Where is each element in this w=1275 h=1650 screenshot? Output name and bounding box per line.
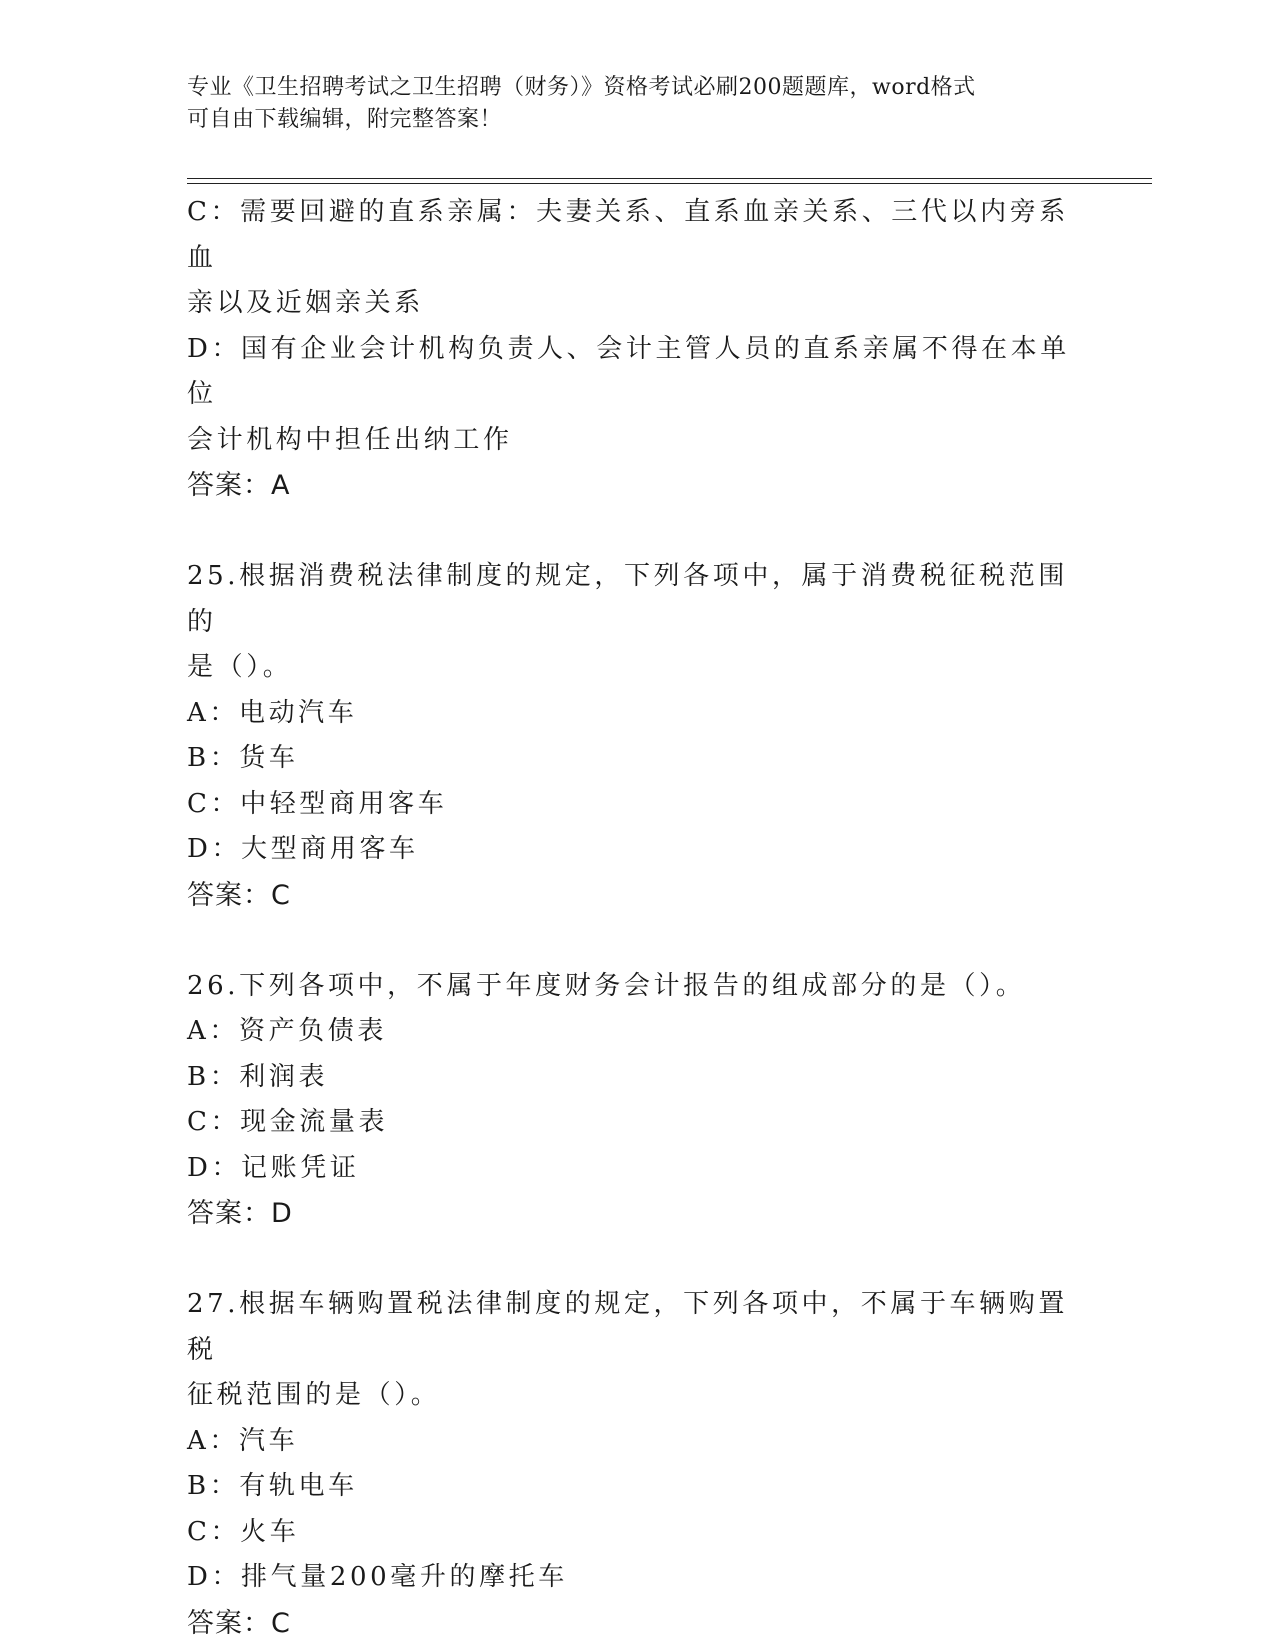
option-b: B：有轨电车 — [187, 1471, 358, 1501]
option-d-line-1: D：国有企业会计机构负责人、会计主管人员的直系亲属不得在本单位 — [187, 333, 1070, 409]
option-a: A：资产负债表 — [187, 1016, 387, 1046]
spacer — [187, 509, 1087, 555]
spacer — [187, 918, 1087, 964]
answer-line: 答案：C — [187, 1607, 291, 1639]
option-d: D：排气量200毫升的摩托车 — [187, 1562, 568, 1592]
option-d: D：大型商用客车 — [187, 834, 419, 864]
answer-line: 答案：C — [187, 879, 291, 911]
answer-line: 答案：D — [187, 1198, 293, 1229]
header-divider-bottom — [187, 183, 1152, 184]
question-25 — [187, 554, 1087, 918]
document-header — [187, 72, 1067, 136]
answer-line: 答案：A — [187, 470, 291, 501]
option-a: A：电动汽车 — [187, 697, 358, 728]
spacer — [187, 1237, 1087, 1283]
document-body — [187, 190, 1087, 1646]
option-b: B：利润表 — [187, 1061, 329, 1092]
option-b: B：货车 — [187, 743, 299, 773]
question-stem-line-2: 征税范围的是（）。 — [187, 1380, 441, 1410]
header-title-line-2: 可自由下载编辑，附完整答案！ — [187, 107, 503, 132]
question-24-continuation — [187, 190, 1087, 509]
question-stem-line-1: 26.下列各项中，不属于年度财务会计报告的组成部分的是（）。 — [187, 970, 1026, 1001]
option-a: A：汽车 — [187, 1425, 299, 1456]
question-stem-line-1: 27.根据车辆购置税法律制度的规定，下列各项中，不属于车辆购置税 — [187, 1289, 1068, 1365]
option-c-line-1: C：需要回避的直系亲属：夫妻关系、直系血亲关系、三代以内旁系血 — [187, 197, 1069, 273]
option-d: D：记账凭证 — [187, 1152, 360, 1183]
option-c: C：火车 — [187, 1516, 300, 1547]
question-stem-line-2: 是（）。 — [187, 652, 293, 682]
header-divider-top — [187, 178, 1152, 179]
option-c: C：现金流量表 — [187, 1107, 389, 1137]
header-title-line-1: 专业《卫生招聘考试之卫生招聘（财务）》资格考试必刷200题题库，word格式 — [187, 75, 976, 100]
option-c: C：中轻型商用客车 — [187, 788, 448, 819]
option-c-line-2: 亲以及近姻亲关系 — [187, 288, 424, 318]
question-26 — [187, 964, 1087, 1237]
option-d-line-2: 会计机构中担任出纳工作 — [187, 424, 513, 455]
question-27 — [187, 1282, 1087, 1646]
question-stem-line-1: 25.根据消费税法律制度的规定，下列各项中，属于消费税征税范围的 — [187, 561, 1068, 637]
